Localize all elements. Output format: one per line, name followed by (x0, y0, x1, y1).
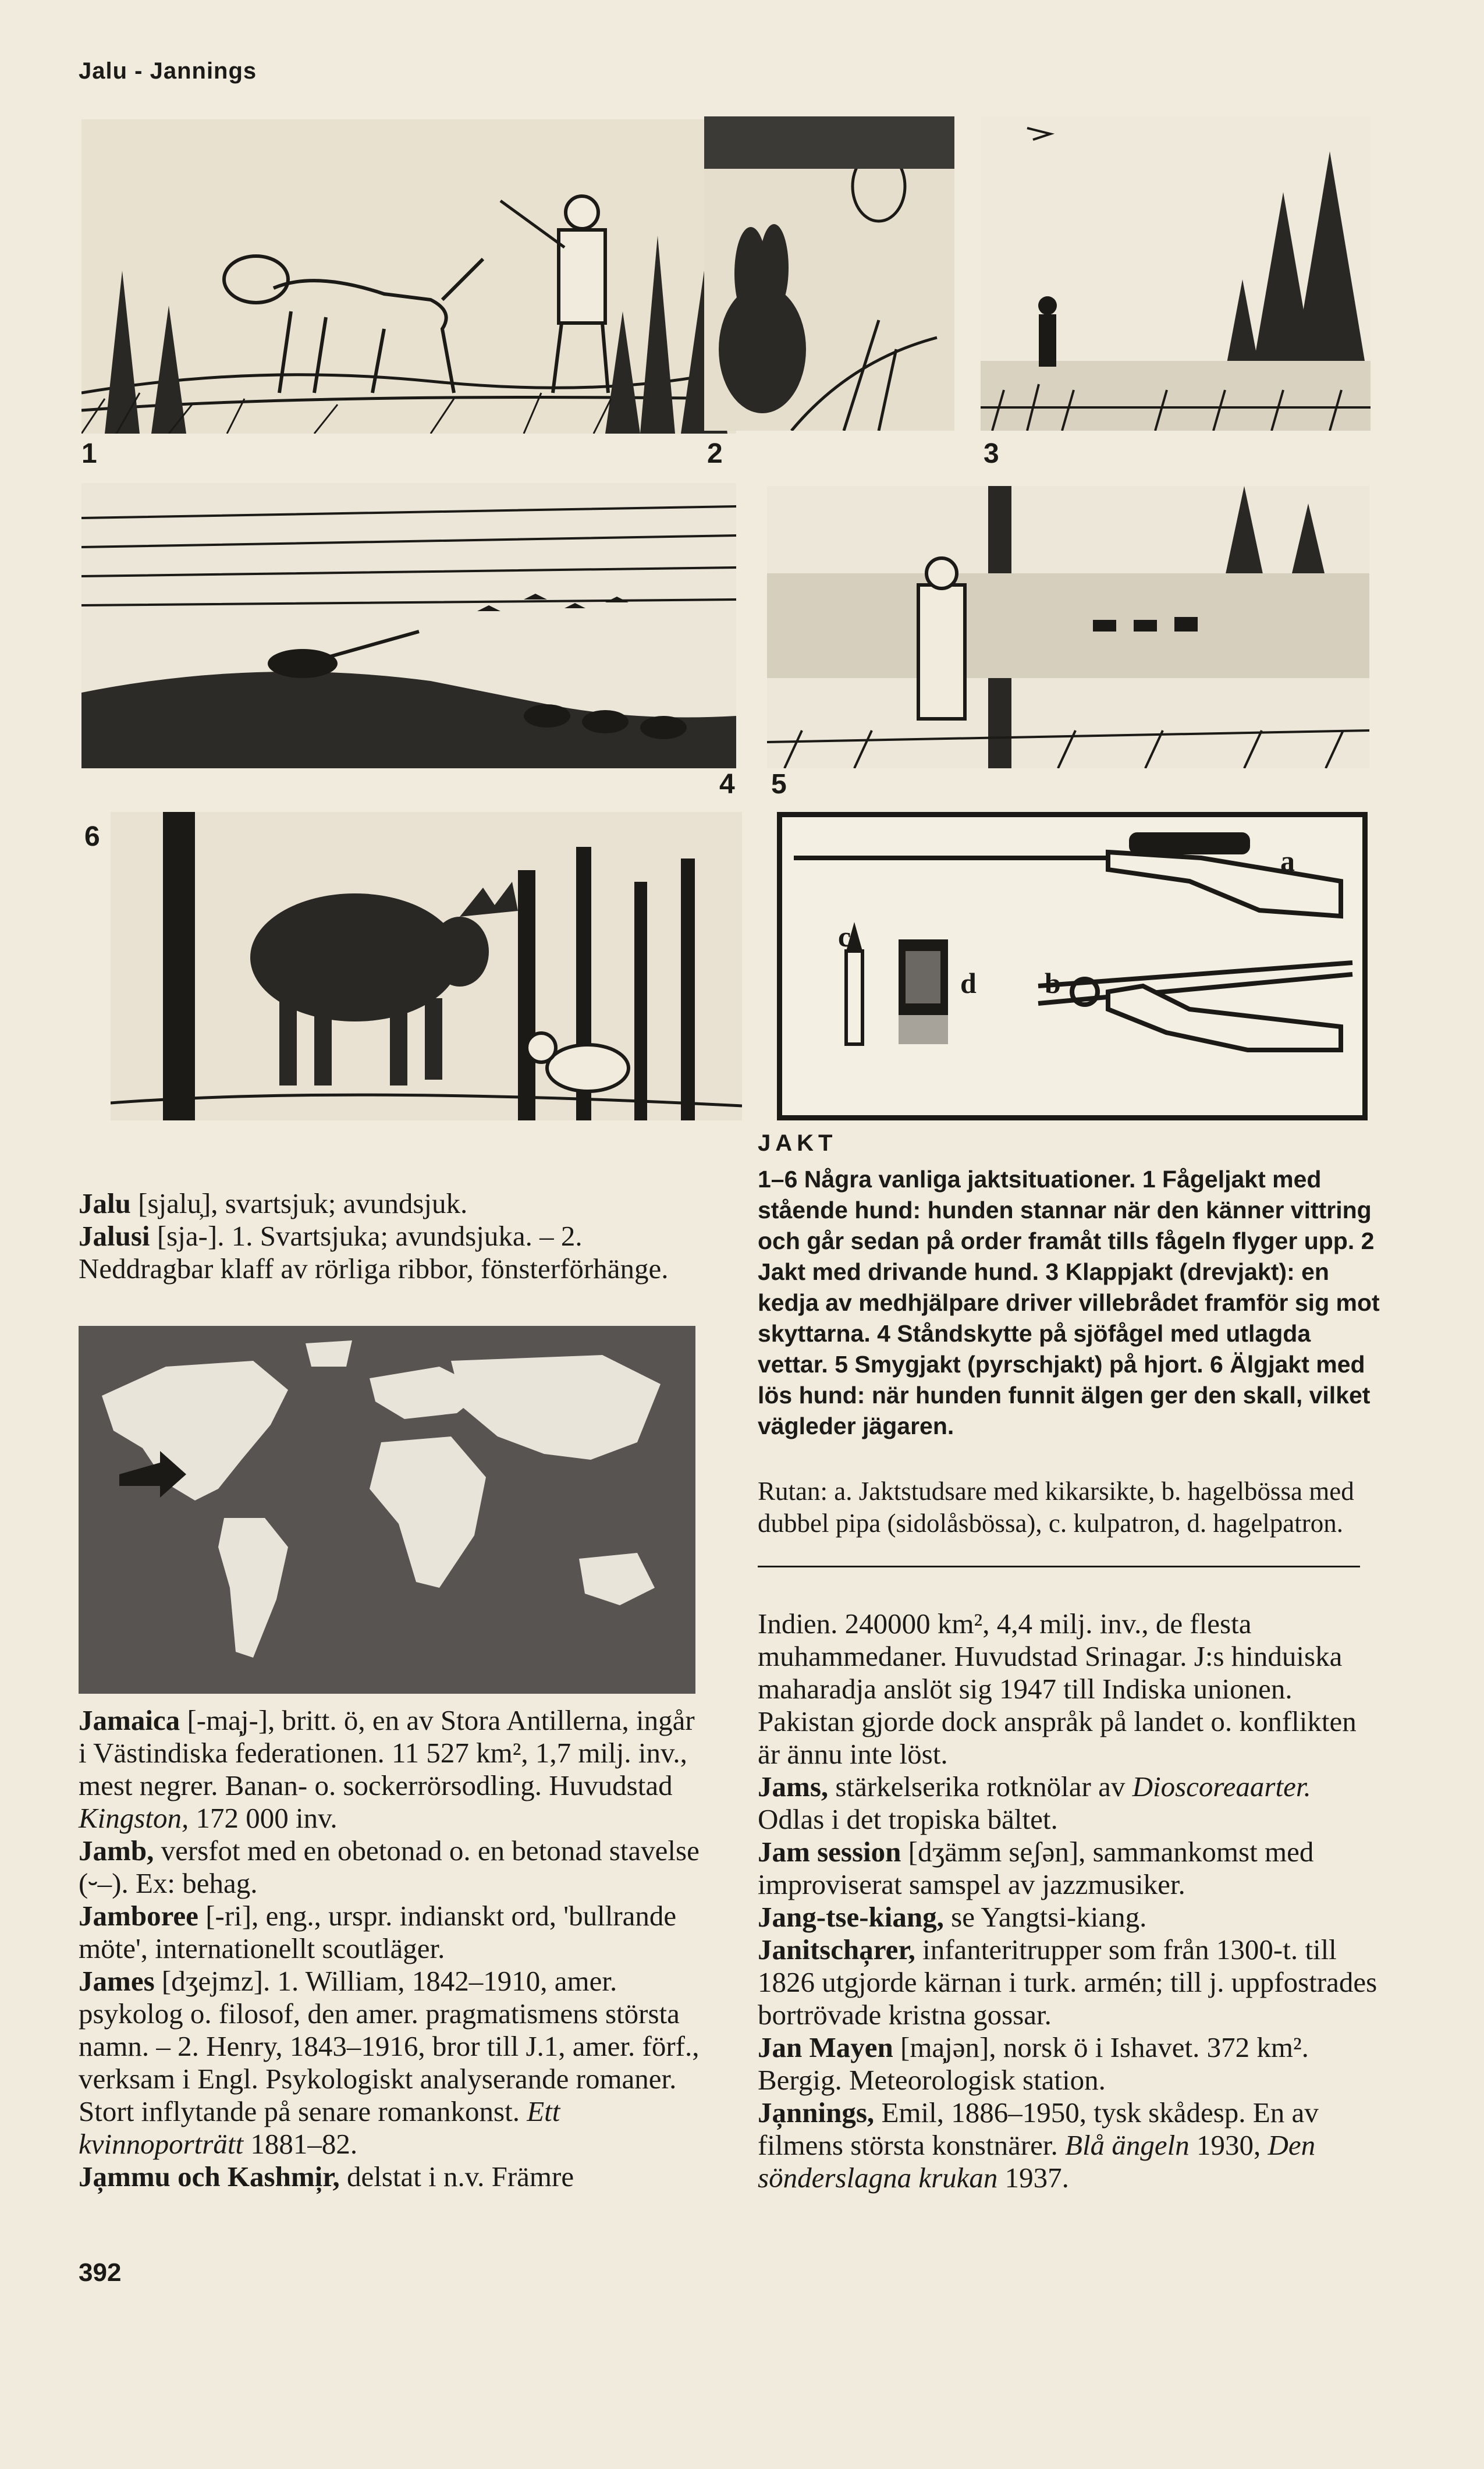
illustration-2-hare (704, 116, 954, 431)
left-column-top (79, 1187, 701, 1285)
divider (758, 1566, 1360, 1567)
box-label-b: b (1045, 967, 1061, 999)
illustration-4-duck-blind (81, 483, 736, 768)
entry-jalusi: Jalusi [sja-]. 1. Svartsjuka; avundsjuka. – 2. Neddragbar klaff av rörliga ribbor, fönsterförhänge. (79, 1220, 669, 1285)
figure-label-6: 6 (84, 821, 100, 852)
world-map-jamaica (79, 1326, 695, 1694)
illustration-6-moose (111, 812, 742, 1120)
figure-label-4: 4 (719, 769, 735, 800)
figure-label-5: 5 (771, 769, 787, 800)
illustration-5-stalking (767, 486, 1369, 768)
illustration-3-drive-hunt (981, 116, 1371, 431)
box-label-c: c (838, 920, 851, 953)
caption-title: JAKT (758, 1130, 837, 1156)
entry-james: James [dʒejmz]. 1. William, 1842–1910, amer. psykolog o. filosof, den amer. pragmatismens största namn. – 2. Henry, 1843–1916, bror till J.1, amer. förf., verksam i Engl. Psykologiskt analyserande romaner. Stort inflytande på senare romankonst. Ett kvinnoporträtt 1881–82. (79, 1965, 700, 2160)
left-column-bottom (79, 1704, 701, 2193)
entry-jamb: Jamb, versfot med en obetonad o. en betonad stavelse (⏑–). Ex: behag. (79, 1835, 700, 1899)
caption-rutan: Rutan: a. Jaktstudsare med kikarsikte, b. hagelbössa med dubbel pipa (sidolåsbössa), c. kulpatron, d. hagelpatron. (758, 1477, 1354, 1538)
figure-label-2: 2 (707, 438, 723, 469)
entry-kashmir-cont: Indien. 240000 km², 4,4 milj. inv., de flesta muhammedaner. Huvudstad Srinagar. J:s hinduiska maharadja anslöt sig 1947 till Indiska unionen. Pakistan gjorde dock anspråk på landet o. konflikten är ännu inte löst. (758, 1608, 1357, 1770)
entry-jannings: Ja̦nnings, Emil, 1886–1950, tysk skådesp. En av filmens största konstnärer. Blå ängeln 1930, Den sönderslagna krukan 1937. (758, 2096, 1319, 2194)
illustration-1-pointing-dog (81, 119, 736, 434)
entry-jam-session: Jam session [dʒämm se̦ʃən], sammankomst med improviserat samspel av jazzmusiker. (758, 1836, 1314, 1900)
running-head: Jalu - Jannings (79, 58, 257, 84)
weapons-box (777, 812, 1368, 1120)
caption-text: 1–6 Några vanliga jaktsituationer. 1 Fågeljakt med stående hund: hunden stannar när den känner vittring och går sedan på order framåt tills fågeln flyger upp. 2 Jakt med drivande hund. 3 Klappjakt (drevjakt): en kedja av medhjälpare driver villebrådet framför sig mot skyttarna. 4 Ståndskytte på sjöfågel med utlagda vettar. 5 Smygjakt (pyrschjakt) på hjort. 6 Älgjakt med lös hund: när hunden funnit älgen ger den skall, vilket vägleder jägaren. (758, 1166, 1380, 1439)
entry-jang-tse-kiang: Jang-tse-kiang, se Yangtsi-kiang. (758, 1901, 1147, 1933)
entry-jamaica: Jamaica [-ma̦j-], britt. ö, en av Stora Antillerna, ingår i Västindiska federationen. 11 527 km², 1,7 milj. inv., mest negrer. Banan- o. sockerrörsodling. Huvudstad Kingston, 172 000 inv. (79, 1704, 695, 1834)
box-label-a: a (1280, 845, 1295, 877)
entry-jams: Jams, stärkelserika rotknölar av Dioscoreaarter. Odlas i det tropiska bältet. (758, 1771, 1311, 1835)
entry-jammu-kashmir: Ja̦mmu och Kashmi̦r, delstat i n.v. Främre (79, 2161, 574, 2193)
figure-label-1: 1 (81, 438, 97, 469)
entry-jamboree: Jamboree [-ri], eng., urspr. indianskt ord, 'bullrande möte', internationellt scoutläger. (79, 1900, 677, 1964)
figure-label-3: 3 (984, 438, 999, 469)
page-number: 392 (79, 2258, 122, 2287)
entry-janitscharer: Janitscha̦rer, infanteritrupper som från 1300-t. till 1826 utgjorde kärnan i turk. armén; till j. uppfostrades bortrövade kristna gossar. (758, 1934, 1378, 2031)
entry-jan-mayen: Jan Mayen [ma̦jən], norsk ö i Ishavet. 372 km². Bergig. Meteorologisk station. (758, 2031, 1309, 2096)
right-column-bottom (758, 1608, 1380, 2194)
entry-jalu: Jalu [sjalu̦], svartsjuk; avundsjuk. (79, 1187, 468, 1219)
box-label-d: d (960, 967, 977, 999)
